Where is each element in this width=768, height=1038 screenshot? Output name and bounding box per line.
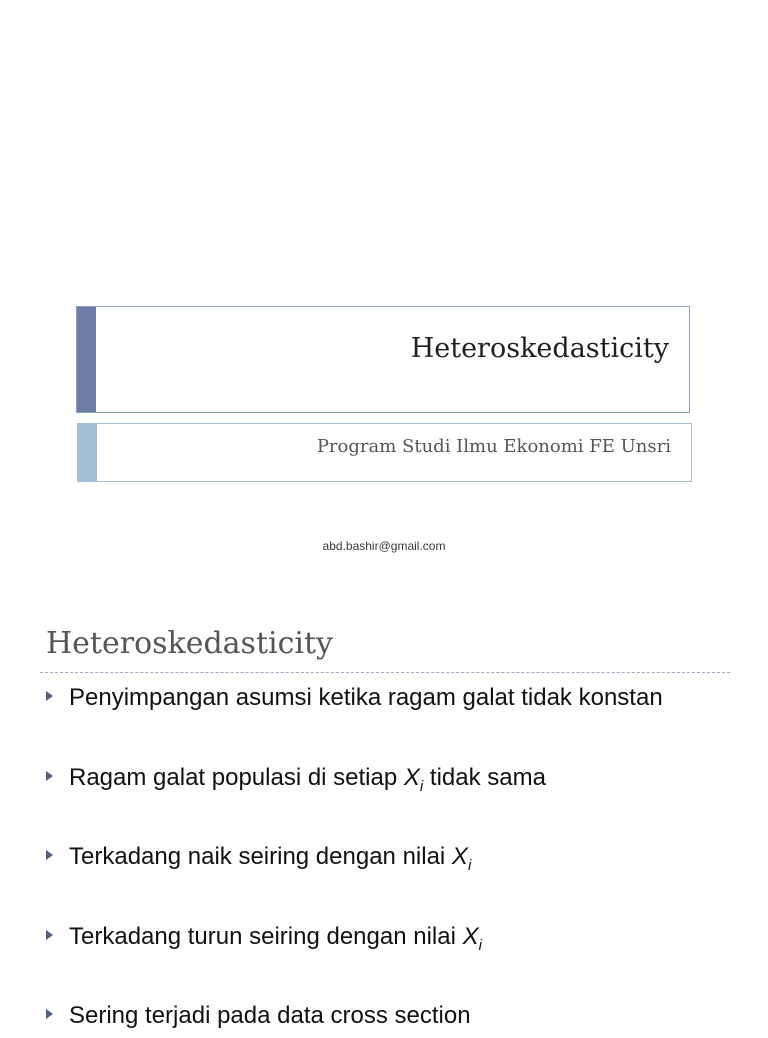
bullet-text-before: Ragam galat populasi di setiap (69, 764, 404, 791)
triangle-right-icon (46, 691, 53, 701)
variable-x: X (462, 923, 479, 950)
bullet-text: Sering terjadi pada data cross section (69, 1002, 471, 1029)
bullet-text-before: Terkadang turun seiring dengan nilai (69, 923, 463, 950)
triangle-right-icon (46, 771, 53, 781)
subtitle-box (77, 423, 692, 482)
bullet-item (46, 923, 482, 959)
subscript-i: i (419, 777, 424, 795)
subtitle-accent-bar (78, 424, 97, 481)
variable-x: X (451, 843, 468, 870)
subscript-i: i (478, 936, 482, 954)
content-slide (0, 592, 768, 1029)
slide-title: Heteroskedasticity (410, 333, 669, 364)
variable-x: X (403, 764, 420, 791)
bullet-item (46, 843, 471, 879)
author-email: abd.bashir@gmail.com (322, 539, 446, 553)
triangle-right-icon (46, 850, 53, 860)
triangle-right-icon (46, 1009, 53, 1019)
bullet-item (46, 764, 546, 800)
content-slide-title: Heteroskedasticity (46, 626, 333, 661)
slide-subtitle: Program Studi Ilmu Ekonomi FE Unsri (316, 436, 671, 457)
bullet-item (46, 1002, 471, 1038)
title-accent-bar (77, 307, 96, 412)
title-box (76, 306, 690, 413)
triangle-right-icon (46, 930, 53, 940)
bullet-text-after: tidak sama (423, 764, 546, 791)
subscript-i: i (467, 856, 472, 874)
bullet-item (46, 684, 663, 720)
bullet-text-before: Terkadang naik seiring dengan nilai (69, 843, 452, 870)
title-divider (40, 672, 730, 673)
bullet-text: Penyimpangan asumsi ketika ragam galat tidak konstan (69, 684, 663, 711)
